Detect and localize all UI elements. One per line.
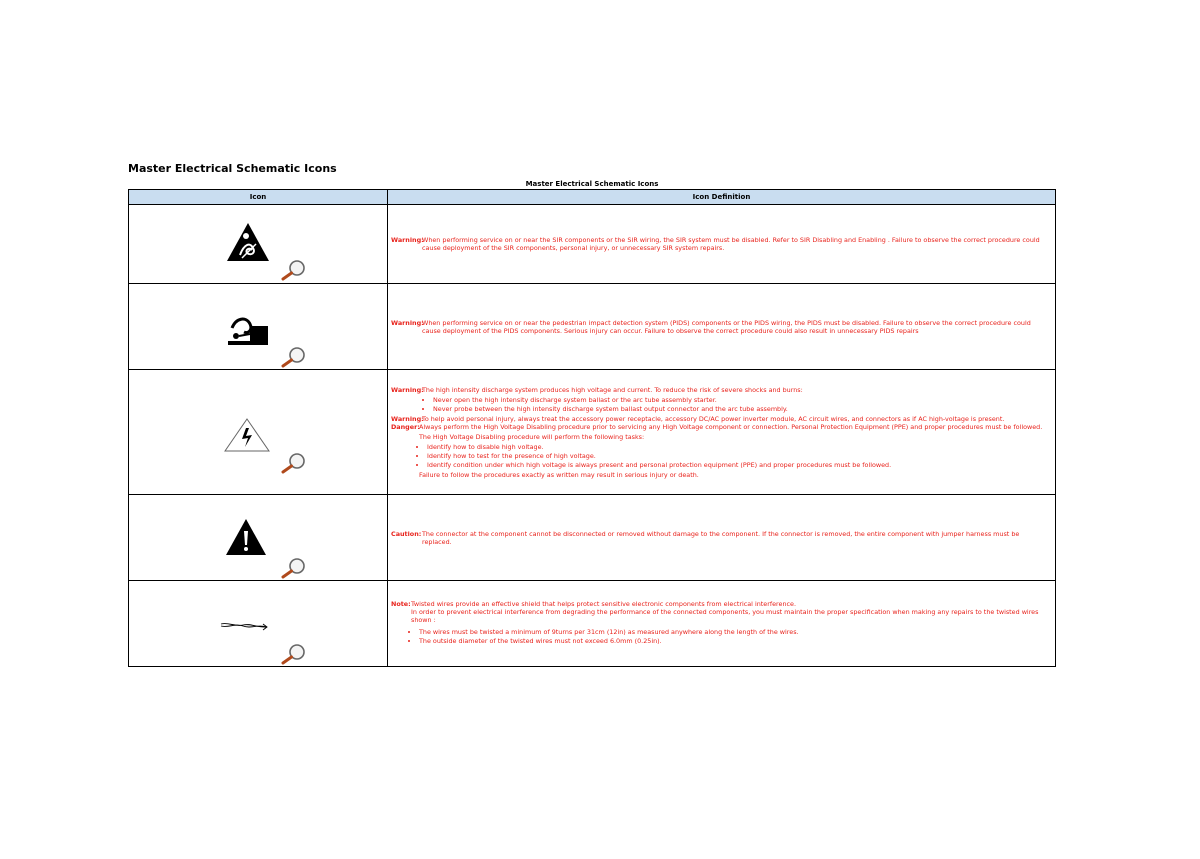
danger-label: Danger: bbox=[391, 422, 420, 431]
warning-bullet-list bbox=[391, 396, 1049, 413]
definition-text: The high intensity discharge system produces high voltage and current. To reduce the risk of severe shocks and burns: bbox=[422, 385, 803, 394]
table-header-row bbox=[129, 190, 1056, 205]
definition-column-header: Icon Definition bbox=[388, 190, 1056, 205]
icon-cell bbox=[129, 581, 388, 667]
page-title: Master Electrical Schematic Icons bbox=[128, 162, 337, 175]
icon-cell bbox=[129, 495, 388, 581]
caution-triangle-icon bbox=[225, 518, 267, 556]
table-row bbox=[129, 205, 1056, 284]
twisted-wires-icon bbox=[219, 619, 269, 633]
definition-footer: Failure to follow the procedures exactly as written may result in serious injury or death. bbox=[419, 470, 699, 479]
note-bullet-list bbox=[391, 628, 1049, 645]
caution-label: Caution: bbox=[391, 529, 422, 538]
table-row bbox=[129, 370, 1056, 495]
note-label: Note: bbox=[391, 600, 411, 608]
icon-cell bbox=[129, 284, 388, 370]
list-item: • Identify how to test for the presence of high voltage. bbox=[427, 452, 1049, 460]
magnify-icon[interactable] bbox=[281, 346, 307, 368]
definition-cell bbox=[388, 284, 1056, 370]
table-row bbox=[129, 495, 1056, 581]
table-row bbox=[129, 581, 1056, 667]
definition-text: The connector at the component cannot be disconnected or removed without damage to the component. If the connector is removed, the entire component with jumper harness must be replaced. bbox=[422, 529, 1020, 546]
definition-subtext: In order to prevent electrical interference from degrading the performance of the connected components, you must maintain the proper specification when making any repairs to the twisted wires shown : bbox=[411, 608, 1039, 624]
pids-warning-icon bbox=[226, 314, 270, 348]
definition-text: Always perform the High Voltage Disabling procedure prior to servicing any High Voltage component or connection. Personal Protection Equipment (PPE) and proper procedures must be followed. bbox=[419, 422, 1043, 431]
list-item: • Never open the high intensity discharge system ballast or the arc tube assembly starter. bbox=[433, 396, 1049, 404]
list-item: • Identify condition under which high voltage is always present and personal protection equipment (PPE) and proper procedures must be followed. bbox=[427, 461, 1049, 469]
list-item: • The wires must be twisted a minimum of 9turns per 31cm (12in) as measured anywhere along the length of the wires. bbox=[419, 628, 1049, 636]
icon-cell bbox=[129, 205, 388, 284]
definition-text: When performing service on or near the pedestrian impact detection system (PIDS) components or the PIDS wiring, the PIDS must be disabled. Failure to observe the correct procedure could cause deployment of the PIDS components. Serious injury can occur. Failure to observe the correct procedure could also result in unnecessary PIDS repairs bbox=[422, 318, 1031, 335]
definition-text: Twisted wires provide an effective shield that helps protect sensitive electronic components from electrical interference. bbox=[411, 600, 796, 608]
danger-bullet-list bbox=[391, 443, 1049, 469]
icon-column-header: Icon bbox=[129, 190, 388, 205]
magnify-icon[interactable] bbox=[281, 643, 307, 665]
list-item: • The outside diameter of the twisted wires must not exceed 6.0mm (0.25in). bbox=[419, 637, 1049, 645]
high-voltage-icon bbox=[223, 417, 271, 453]
definition-cell bbox=[388, 581, 1056, 667]
definition-subtext: The High Voltage Disabling procedure will perform the following tasks: bbox=[419, 432, 645, 441]
warning-label: Warning: bbox=[391, 318, 424, 327]
warning-label: Warning: bbox=[391, 236, 424, 244]
icon-cell bbox=[129, 370, 388, 495]
definition-text: When performing service on or near the SIR components or the SIR wiring, the SIR system must be disabled. Refer to SIR Disabling and Enabling . Failure to observe the correct procedure could cause deployment of the SIR components, personal injury, or unnecessary SIR system repairs. bbox=[422, 236, 1040, 252]
definition-text: To help avoid personal injury, always treat the accessory power receptacle, accessory DC/AC power inverter module, AC circuit wires, and connectors as if AC high-voltage is present. bbox=[422, 414, 1005, 423]
sir-warning-triangle-icon bbox=[226, 222, 270, 262]
list-item: • Never probe between the high intensity discharge system ballast output connector and the arc tube assembly. bbox=[433, 405, 1049, 413]
magnify-icon[interactable] bbox=[281, 557, 307, 579]
definition-cell bbox=[388, 205, 1056, 284]
warning-label: Warning: bbox=[391, 414, 424, 423]
definition-cell bbox=[388, 370, 1056, 495]
magnify-icon[interactable] bbox=[281, 452, 307, 474]
table-row bbox=[129, 284, 1056, 370]
table-caption: Master Electrical Schematic Icons bbox=[525, 180, 659, 188]
list-item: • Identify how to disable high voltage. bbox=[427, 443, 1049, 451]
magnify-icon[interactable] bbox=[281, 259, 307, 281]
warning-label: Warning: bbox=[391, 385, 424, 394]
icons-table bbox=[128, 189, 1056, 667]
definition-cell bbox=[388, 495, 1056, 581]
